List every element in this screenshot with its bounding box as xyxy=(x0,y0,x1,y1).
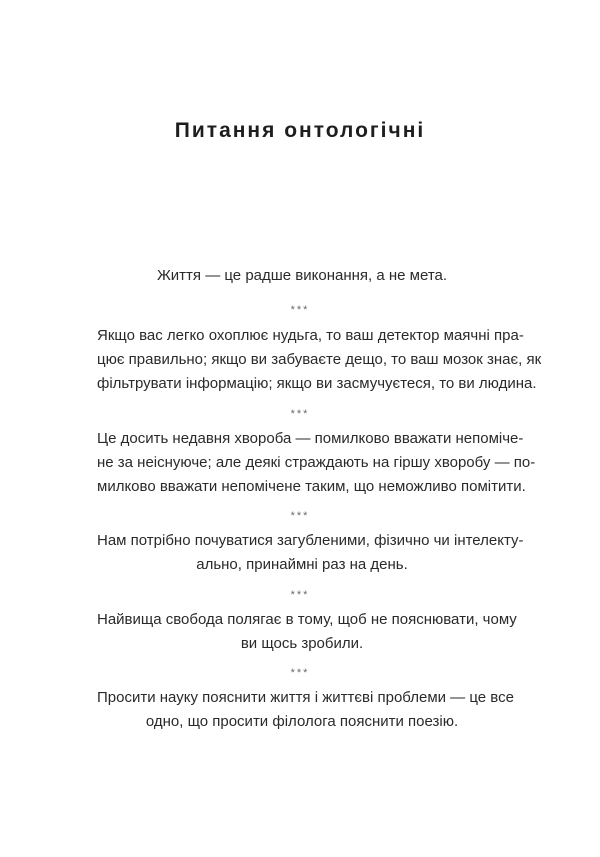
aphorism-line: Найвища свобода полягає в тому, щоб не пояснювати, чому xyxy=(97,611,517,628)
aphorism-line: ви щось зробили. xyxy=(240,635,364,652)
aphorism-3 xyxy=(97,427,536,499)
aphorism-line: Життя — це радше виконання, а не мета. xyxy=(156,267,448,284)
aphorism-line: Якщо вас легко охоплює нудьга, то ваш детектор маячні пра- xyxy=(97,327,524,344)
aphorism-line: Це досить недавня хвороба — помилково вважати непоміче- xyxy=(97,430,524,447)
separator: *** xyxy=(290,667,310,679)
separator: *** xyxy=(290,510,310,522)
aphorism-4 xyxy=(97,529,524,577)
aphorism-line: милково вважати непомічене таким, що неможливо помітити. xyxy=(97,478,526,495)
aphorism-line: одно, що просити філолога пояснити поезію. xyxy=(145,713,459,730)
separator: *** xyxy=(290,589,310,601)
separator: *** xyxy=(290,304,310,316)
aphorism-line: фільтрувати інформацію; якщо ви засмучуєтеся, то ви людина. xyxy=(97,375,537,392)
aphorism-2 xyxy=(97,324,542,396)
aphorism-6 xyxy=(97,686,514,734)
aphorism-1 xyxy=(97,264,507,288)
aphorism-5 xyxy=(97,608,517,656)
separator: *** xyxy=(290,408,310,420)
aphorism-line: не за неіснуюче; але деякі страждають на гіршу хворобу — по- xyxy=(97,454,536,471)
aphorism-line: ально, принаймні раз на день. xyxy=(196,556,408,573)
aphorism-line: Нам потрібно почуватися загубленими, фізично чи інтелекту- xyxy=(97,532,524,549)
aphorism-line: цює правильно; якщо ви забуваєте дещо, то ваш мозок знає, як xyxy=(97,351,542,368)
aphorism-line: Просити науку пояснити життя і життєві проблеми — це все xyxy=(97,689,514,706)
chapter-title: Питання онтологічні xyxy=(174,119,426,142)
